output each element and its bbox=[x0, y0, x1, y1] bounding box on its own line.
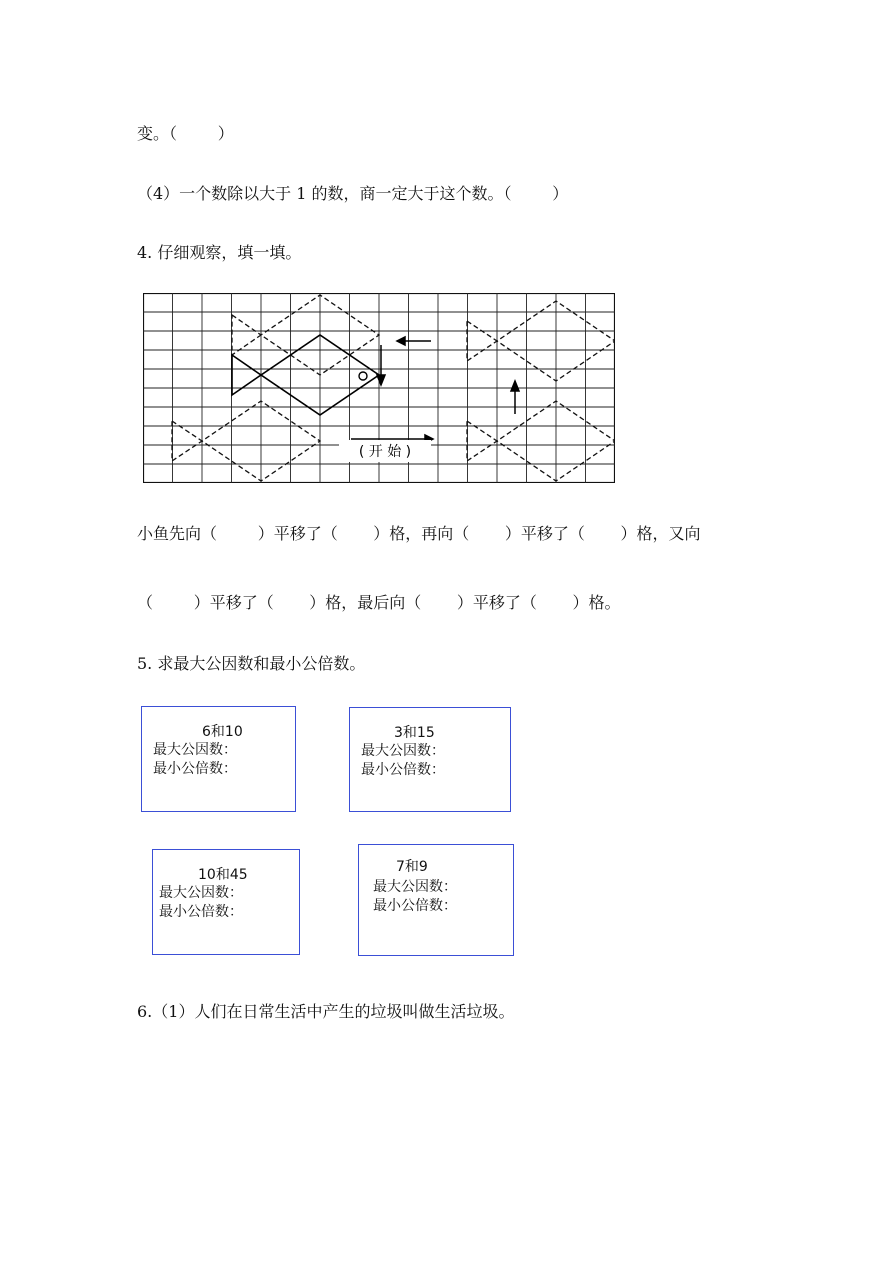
number-pair: 6和10 bbox=[202, 724, 243, 740]
q6-item-1: 6.（1）人们在日常生活中产生的垃圾叫做生活垃圾。 bbox=[137, 1002, 515, 1021]
gcd-label: 最大公因数： bbox=[159, 885, 243, 901]
gcd-label: 最大公因数： bbox=[153, 742, 237, 758]
q3-line-continued: 变。（ ） bbox=[137, 124, 234, 143]
q4-sentence-1: 小鱼先向（ ）平移了（ ）格，再向（ ）平移了（ ）格，又向 bbox=[137, 524, 701, 543]
start-label: ( 开 始 ) bbox=[358, 444, 412, 460]
grid-figure bbox=[143, 293, 615, 483]
number-pair: 3和15 bbox=[394, 725, 435, 741]
gcd-label: 最大公因数： bbox=[361, 743, 445, 759]
gcd-lcm-box-1 bbox=[141, 706, 296, 812]
q5-title: 5. 求最大公因数和最小公倍数。 bbox=[137, 654, 366, 673]
lcm-label: 最小公倍数： bbox=[373, 898, 457, 914]
q3-item-4: （4）一个数除以大于 1 的数，商一定大于这个数。（ ） bbox=[137, 184, 569, 203]
gcd-lcm-box-2 bbox=[349, 707, 511, 812]
fish-translation-grid bbox=[143, 293, 615, 483]
number-pair: 7和9 bbox=[396, 859, 428, 875]
gcd-lcm-box-3 bbox=[152, 849, 300, 955]
lcm-label: 最小公倍数： bbox=[361, 762, 445, 778]
gcd-lcm-box-4 bbox=[358, 844, 514, 956]
number-pair: 10和45 bbox=[198, 867, 248, 883]
lcm-label: 最小公倍数： bbox=[153, 761, 237, 777]
q4-title: 4. 仔细观察，填一填。 bbox=[137, 243, 302, 262]
q4-sentence-2: （ ）平移了（ ）格，最后向（ ）平移了（ ）格。 bbox=[137, 593, 621, 612]
lcm-label: 最小公倍数： bbox=[159, 904, 243, 920]
gcd-label: 最大公因数： bbox=[373, 879, 457, 895]
